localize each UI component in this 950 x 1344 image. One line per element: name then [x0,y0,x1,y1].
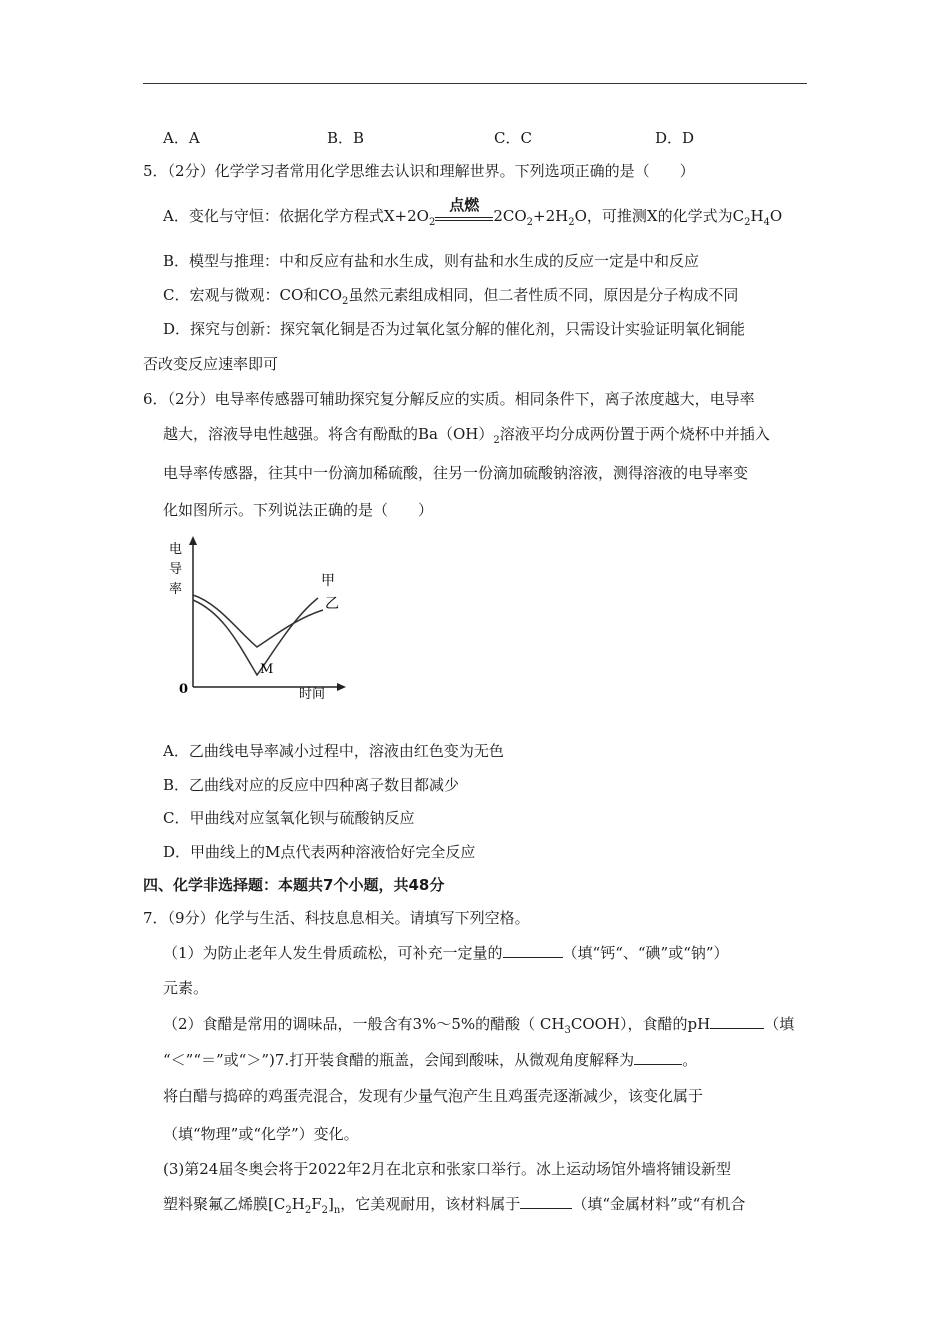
sub: n [333,1205,341,1216]
curve-label-jia: 甲 [321,573,335,589]
q7-part3-line2 [163,1194,745,1221]
sub: 2 [304,1205,312,1216]
q7-part1-line2: 元素。 [163,979,209,997]
q7-part1-line1 [163,943,729,963]
q7-p3-l2-n: ] [327,1195,334,1213]
sub: 3 [564,1025,571,1036]
q5-a-products: 2CO [493,207,527,225]
sub: 2 [285,1205,292,1216]
sub: 4 [763,217,770,228]
answer-blank-3[interactable] [634,1050,682,1065]
q7-part2-line1 [163,1014,794,1041]
q5-c-pre: C．宏观与微观：CO和CO [163,286,343,304]
q7-part3-line1: (3)第24届冬奥会将于2022年2月在北京和张家口举行。冰上运动场馆外墙将铺设新型 [163,1160,732,1178]
y-label-1: 电 [169,542,183,557]
answer-blank-4[interactable] [520,1194,572,1209]
x-label: 时间 [299,687,326,702]
q5-stem: 5．（2分）化学学习者常用化学思维去认识和理解世界。下列选项正确的是（ ） [143,162,695,180]
q5-c-post: 虽然元素组成相同，但二者性质不同，原因是分子构成不同 [348,286,739,304]
y-label-3: 率 [169,582,183,597]
curve-label-yi: 乙 [325,596,339,612]
sub: 2 [428,217,436,228]
reaction-arrow [435,217,493,221]
q5-a-plus: +2H [533,207,569,225]
q7-p2-mid: COOH），食醋的pH [570,1015,711,1033]
q6-stem-line1: 6．（2分）电导率传感器可辅助探究复分解反应的实质。相同条件下，离子浓度越大，电导率 [143,390,755,408]
prev-option-a: A．A [163,129,200,147]
curve-jia [193,598,318,675]
origin-label: 0 [179,682,189,697]
q6-stem-line4: 化如图所示。下列说法正确的是（ ） [163,501,434,519]
q5-option-d-line1: D．探究与创新：探究氧化铜是否为过氧化氢分解的催化剂，只需设计实验证明氧化铜能 [163,320,746,338]
prev-option-b: B．B [327,129,365,147]
conductivity-graph [163,533,353,703]
sub: 2 [493,435,500,446]
q7-p2-post: （填 [764,1015,795,1033]
sub: 2 [321,1205,328,1216]
q6-stem-line2 [163,424,770,451]
q7-p3-l2-mid: ，它美观耐用，该材料属于 [340,1195,521,1213]
answer-blank-1[interactable] [503,943,563,958]
reaction-condition [435,196,493,221]
curve-yi [193,595,323,647]
prev-option-c: C．C [494,129,532,147]
q6-option-a: A．乙曲线电导率减小过程中，溶液由红色变为无色 [163,742,504,760]
point-label-m: M [260,662,274,677]
q7-p1-post: （填“钙“、“碘”或“钠”） [562,944,729,962]
q5-option-c [163,285,738,312]
q7-p3-l2-f: F [311,1195,322,1213]
q7-p2-l2-pre: “＜”“＝”或“＞”)7.打开装食醋的瓶盖，会闻到酸味，从微观角度解释为 [163,1051,635,1069]
q5-option-a [163,196,783,233]
q7-p2-pre: （2）食醋是常用的调味品，一般含有3%～5%的醋酸（ CH [163,1015,565,1033]
header-rule [143,83,807,84]
sub: 2 [568,217,575,228]
sub: 2 [526,217,534,228]
q6-stem-line3: 电导率传感器，往其中一份滴加稀硫酸，往另一份滴加硫酸钠溶液，测得溶液的电导率变 [163,464,749,482]
q5-a-mid: O，可推测X的化学式为C [574,207,745,225]
q7-part2-line4: （填“物理”或“化学”）变化。 [163,1125,359,1143]
q7-part2-line2 [163,1050,697,1070]
y-label-2: 导 [169,562,183,577]
condition-label: 点燃 [449,196,480,214]
sub: 2 [342,296,349,307]
x-axis-arrow [337,683,346,691]
q7-p2-l2-post: 。 [682,1051,698,1069]
prev-option-d: D．D [655,129,695,147]
q5-a-prefix: A．变化与守恒：依据化学方程式X+2O [163,207,429,225]
q6-option-c: C．甲曲线对应氢氧化钡与硫酸钠反应 [163,809,415,827]
sub: 2 [744,217,751,228]
q6-l2-post: 溶液平均分成两份置于两个烧杯中并插入 [499,425,770,443]
q7-p3-l2-h: H [291,1195,305,1213]
q5-option-b: B．模型与推理：中和反应有盐和水生成，则有盐和水生成的反应一定是中和反应 [163,252,700,270]
answer-blank-2[interactable] [710,1014,764,1029]
q7-p1-pre: （1）为防止老年人发生骨质疏松，可补充一定量的 [163,944,503,962]
q5-a-end: O [769,207,783,225]
q7-part2-line3: 将白醋与捣碎的鸡蛋壳混合，发现有少量气泡产生且鸡蛋壳逐渐减少，该变化属于 [163,1087,704,1105]
q7-stem: 7．（9分）化学与生活、科技息息相关。请填写下列空格。 [143,909,530,927]
q7-p3-l2-pre: 塑料聚氟乙烯膜[C [163,1195,286,1213]
q5-a-h: H [750,207,764,225]
q6-option-d: D．甲曲线上的M点代表两种溶液恰好完全反应 [163,843,476,861]
q6-option-b: B．乙曲线对应的反应中四种离子数目都减少 [163,776,460,794]
q5-option-d-line2: 否改变反应速率即可 [143,355,279,373]
q7-p3-l2-post: （填“金属材料”或“有机合 [572,1195,746,1213]
q6-l2-pre: 越大，溶液导电性越强。将含有酚酞的Ba（OH） [163,425,494,443]
y-axis-arrow [189,536,197,545]
section-heading: 四、化学非选择题：本题共7个小题，共48分 [143,876,445,894]
